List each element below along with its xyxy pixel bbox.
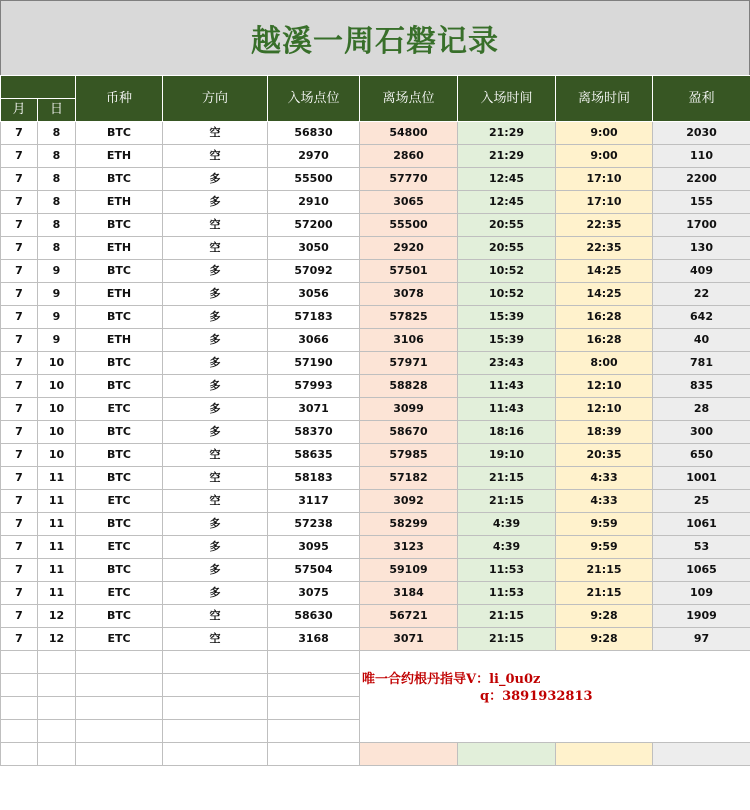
cell-exit-price[interactable]: 57182 bbox=[360, 467, 458, 490]
cell-exit-time[interactable]: 4:33 bbox=[556, 490, 653, 513]
cell-profit[interactable]: 109 bbox=[653, 582, 750, 605]
table-row bbox=[1, 352, 750, 375]
empty-cell[interactable] bbox=[1, 697, 38, 720]
header-entry-time[interactable]: 入场时间 bbox=[458, 76, 556, 122]
trade-table bbox=[0, 75, 750, 766]
cell-exit-time[interactable]: 22:35 bbox=[556, 237, 653, 260]
cell-exit-price[interactable]: 57825 bbox=[360, 306, 458, 329]
header-day[interactable]: 日 bbox=[38, 99, 76, 122]
cell-month[interactable]: 7 bbox=[1, 536, 38, 559]
cell-coin[interactable]: BTC bbox=[76, 260, 163, 283]
cell-entry-time[interactable]: 15:39 bbox=[458, 329, 556, 352]
cell-exit-time[interactable]: 14:25 bbox=[556, 260, 653, 283]
cell-month[interactable]: 7 bbox=[1, 260, 38, 283]
cell-entry-price[interactable]: 57993 bbox=[268, 375, 360, 398]
header-exit-time[interactable]: 离场时间 bbox=[556, 76, 653, 122]
cell-entry-time[interactable]: 21:15 bbox=[458, 490, 556, 513]
header-direction[interactable]: 方向 bbox=[163, 76, 268, 122]
cell-exit-price[interactable]: 3123 bbox=[360, 536, 458, 559]
cell-profit[interactable]: 40 bbox=[653, 329, 750, 352]
cell-exit-price[interactable]: 59109 bbox=[360, 559, 458, 582]
cell-exit-time[interactable]: 16:28 bbox=[556, 306, 653, 329]
table-row bbox=[1, 559, 750, 582]
cell-direction[interactable]: 多 bbox=[163, 421, 268, 444]
cell-direction[interactable]: 空 bbox=[163, 444, 268, 467]
cell-profit[interactable]: 642 bbox=[653, 306, 750, 329]
cell-coin[interactable]: BTC bbox=[76, 467, 163, 490]
table-row bbox=[1, 513, 750, 536]
cell-coin[interactable]: BTC bbox=[76, 513, 163, 536]
cell-entry-time[interactable]: 21:15 bbox=[458, 628, 556, 651]
cell-day[interactable]: 8 bbox=[38, 168, 76, 191]
cell-profit[interactable]: 650 bbox=[653, 444, 750, 467]
cell-month[interactable]: 7 bbox=[1, 490, 38, 513]
empty-cell[interactable] bbox=[653, 743, 750, 766]
table-row bbox=[1, 329, 750, 352]
table-row bbox=[1, 605, 750, 628]
cell-exit-price[interactable]: 3092 bbox=[360, 490, 458, 513]
cell-exit-price[interactable]: 3184 bbox=[360, 582, 458, 605]
table-row bbox=[1, 375, 750, 398]
cell-entry-price[interactable]: 3056 bbox=[268, 283, 360, 306]
cell-day[interactable]: 10 bbox=[38, 398, 76, 421]
cell-day[interactable]: 8 bbox=[38, 237, 76, 260]
cell-month[interactable]: 7 bbox=[1, 444, 38, 467]
cell-entry-price[interactable]: 3117 bbox=[268, 490, 360, 513]
table-row bbox=[1, 283, 750, 306]
cell-entry-time[interactable]: 11:43 bbox=[458, 375, 556, 398]
contact-note bbox=[360, 651, 750, 743]
cell-coin[interactable]: ETH bbox=[76, 191, 163, 214]
cell-day[interactable]: 8 bbox=[38, 145, 76, 168]
empty-cell[interactable] bbox=[163, 720, 268, 743]
cell-month[interactable]: 7 bbox=[1, 329, 38, 352]
cell-profit[interactable]: 781 bbox=[653, 352, 750, 375]
cell-entry-price[interactable]: 3066 bbox=[268, 329, 360, 352]
cell-entry-price[interactable]: 56830 bbox=[268, 122, 360, 145]
empty-cell[interactable] bbox=[38, 697, 76, 720]
empty-cell[interactable] bbox=[163, 651, 268, 674]
cell-exit-time[interactable]: 9:59 bbox=[556, 513, 653, 536]
empty-cell[interactable] bbox=[38, 651, 76, 674]
table-row bbox=[1, 444, 750, 467]
empty-area bbox=[1, 651, 750, 766]
table-row bbox=[1, 467, 750, 490]
cell-day[interactable]: 9 bbox=[38, 260, 76, 283]
cell-exit-time[interactable]: 4:33 bbox=[556, 467, 653, 490]
cell-entry-time[interactable]: 23:43 bbox=[458, 352, 556, 375]
cell-direction[interactable]: 多 bbox=[163, 536, 268, 559]
table-row bbox=[1, 421, 750, 444]
cell-exit-price[interactable]: 57770 bbox=[360, 168, 458, 191]
cell-coin[interactable]: ETH bbox=[76, 329, 163, 352]
cell-entry-price[interactable]: 58635 bbox=[268, 444, 360, 467]
cell-day[interactable]: 11 bbox=[38, 536, 76, 559]
cell-direction[interactable]: 空 bbox=[163, 628, 268, 651]
table-row bbox=[1, 490, 750, 513]
cell-entry-time[interactable]: 21:29 bbox=[458, 122, 556, 145]
cell-profit[interactable]: 300 bbox=[653, 421, 750, 444]
header-entry-price[interactable]: 入场点位 bbox=[268, 76, 360, 122]
cell-coin[interactable]: BTC bbox=[76, 559, 163, 582]
cell-day[interactable]: 10 bbox=[38, 444, 76, 467]
cell-month[interactable]: 7 bbox=[1, 214, 38, 237]
cell-day[interactable]: 9 bbox=[38, 283, 76, 306]
cell-entry-time[interactable]: 12:45 bbox=[458, 168, 556, 191]
cell-profit[interactable]: 409 bbox=[653, 260, 750, 283]
empty-cell[interactable] bbox=[360, 743, 458, 766]
empty-cell[interactable] bbox=[1, 720, 38, 743]
empty-cell[interactable] bbox=[76, 651, 163, 674]
cell-profit[interactable]: 835 bbox=[653, 375, 750, 398]
cell-exit-time[interactable]: 9:28 bbox=[556, 605, 653, 628]
cell-coin[interactable]: BTC bbox=[76, 214, 163, 237]
cell-direction[interactable]: 空 bbox=[163, 467, 268, 490]
cell-direction[interactable]: 多 bbox=[163, 375, 268, 398]
cell-entry-price[interactable]: 57504 bbox=[268, 559, 360, 582]
cell-entry-price[interactable]: 57092 bbox=[268, 260, 360, 283]
cell-direction[interactable]: 多 bbox=[163, 306, 268, 329]
cell-exit-time[interactable]: 9:59 bbox=[556, 536, 653, 559]
cell-direction[interactable]: 空 bbox=[163, 145, 268, 168]
cell-month[interactable]: 7 bbox=[1, 467, 38, 490]
cell-direction[interactable]: 多 bbox=[163, 582, 268, 605]
cell-coin[interactable]: ETH bbox=[76, 237, 163, 260]
cell-entry-price[interactable]: 57238 bbox=[268, 513, 360, 536]
empty-cell[interactable] bbox=[268, 651, 360, 674]
cell-month[interactable]: 7 bbox=[1, 352, 38, 375]
cell-month[interactable]: 7 bbox=[1, 421, 38, 444]
empty-cell[interactable] bbox=[76, 720, 163, 743]
cell-month[interactable]: 7 bbox=[1, 122, 38, 145]
cell-entry-time[interactable]: 4:39 bbox=[458, 536, 556, 559]
cell-coin[interactable]: BTC bbox=[76, 168, 163, 191]
note-line-2: q：3891932813 bbox=[480, 689, 593, 704]
empty-cell[interactable] bbox=[458, 743, 556, 766]
empty-cell[interactable] bbox=[1, 743, 38, 766]
table-row bbox=[1, 582, 750, 605]
cell-month[interactable]: 7 bbox=[1, 191, 38, 214]
cell-entry-time[interactable]: 19:10 bbox=[458, 444, 556, 467]
cell-coin[interactable]: BTC bbox=[76, 306, 163, 329]
cell-profit[interactable]: 1909 bbox=[653, 605, 750, 628]
cell-day[interactable]: 11 bbox=[38, 559, 76, 582]
empty-cell[interactable] bbox=[556, 743, 653, 766]
cell-entry-time[interactable]: 20:55 bbox=[458, 214, 556, 237]
cell-month[interactable]: 7 bbox=[1, 582, 38, 605]
cell-month[interactable]: 7 bbox=[1, 168, 38, 191]
table-row bbox=[1, 260, 750, 283]
cell-entry-time[interactable]: 11:53 bbox=[458, 582, 556, 605]
table-row bbox=[1, 398, 750, 421]
cell-exit-price[interactable]: 3071 bbox=[360, 628, 458, 651]
cell-direction[interactable]: 多 bbox=[163, 260, 268, 283]
table-row bbox=[1, 536, 750, 559]
cell-direction[interactable]: 空 bbox=[163, 214, 268, 237]
cell-direction[interactable]: 多 bbox=[163, 559, 268, 582]
table-row bbox=[1, 145, 750, 168]
cell-exit-price[interactable]: 58670 bbox=[360, 421, 458, 444]
cell-entry-price[interactable]: 57200 bbox=[268, 214, 360, 237]
cell-day[interactable]: 10 bbox=[38, 352, 76, 375]
cell-entry-price[interactable]: 57183 bbox=[268, 306, 360, 329]
cell-direction[interactable]: 空 bbox=[163, 122, 268, 145]
cell-month[interactable]: 7 bbox=[1, 605, 38, 628]
cell-entry-time[interactable]: 4:39 bbox=[458, 513, 556, 536]
cell-entry-time[interactable]: 21:15 bbox=[458, 467, 556, 490]
cell-exit-time[interactable]: 21:15 bbox=[556, 559, 653, 582]
cell-exit-price[interactable]: 3106 bbox=[360, 329, 458, 352]
table-row bbox=[1, 628, 750, 651]
cell-exit-time[interactable]: 18:39 bbox=[556, 421, 653, 444]
cell-profit[interactable]: 110 bbox=[653, 145, 750, 168]
cell-exit-price[interactable]: 3078 bbox=[360, 283, 458, 306]
cell-entry-price[interactable]: 2970 bbox=[268, 145, 360, 168]
cell-profit[interactable]: 22 bbox=[653, 283, 750, 306]
cell-day[interactable]: 8 bbox=[38, 214, 76, 237]
cell-exit-price[interactable]: 2860 bbox=[360, 145, 458, 168]
cell-coin[interactable]: BTC bbox=[76, 421, 163, 444]
sheet-title: 越溪一周石磐记录 bbox=[0, 0, 750, 76]
empty-cell[interactable] bbox=[76, 743, 163, 766]
cell-day[interactable]: 11 bbox=[38, 513, 76, 536]
cell-entry-time[interactable]: 12:45 bbox=[458, 191, 556, 214]
cell-direction[interactable]: 多 bbox=[163, 329, 268, 352]
cell-exit-time[interactable]: 16:28 bbox=[556, 329, 653, 352]
empty-cell[interactable] bbox=[1, 674, 38, 697]
cell-exit-time[interactable]: 21:15 bbox=[556, 582, 653, 605]
empty-cell[interactable] bbox=[268, 720, 360, 743]
cell-profit[interactable]: 28 bbox=[653, 398, 750, 421]
cell-direction[interactable]: 多 bbox=[163, 168, 268, 191]
cell-exit-price[interactable]: 58828 bbox=[360, 375, 458, 398]
cell-day[interactable]: 10 bbox=[38, 375, 76, 398]
cell-month[interactable]: 7 bbox=[1, 398, 38, 421]
empty-cell[interactable] bbox=[38, 720, 76, 743]
cell-profit[interactable]: 155 bbox=[653, 191, 750, 214]
cell-direction[interactable]: 多 bbox=[163, 191, 268, 214]
cell-day[interactable]: 8 bbox=[38, 191, 76, 214]
cell-exit-time[interactable]: 17:10 bbox=[556, 168, 653, 191]
cell-coin[interactable]: ETC bbox=[76, 628, 163, 651]
cell-direction[interactable]: 多 bbox=[163, 398, 268, 421]
empty-cell[interactable] bbox=[38, 674, 76, 697]
cell-exit-time[interactable]: 14:25 bbox=[556, 283, 653, 306]
cell-month[interactable]: 7 bbox=[1, 513, 38, 536]
cell-month[interactable]: 7 bbox=[1, 375, 38, 398]
empty-cell[interactable] bbox=[268, 743, 360, 766]
cell-exit-time[interactable]: 9:00 bbox=[556, 145, 653, 168]
cell-coin[interactable]: ETH bbox=[76, 283, 163, 306]
cell-month[interactable]: 7 bbox=[1, 283, 38, 306]
cell-direction[interactable]: 多 bbox=[163, 283, 268, 306]
header-coin[interactable]: 币种 bbox=[76, 76, 163, 122]
cell-day[interactable]: 10 bbox=[38, 421, 76, 444]
cell-profit[interactable]: 1700 bbox=[653, 214, 750, 237]
header-profit[interactable]: 盈利 bbox=[653, 76, 750, 122]
cell-exit-time[interactable]: 22:35 bbox=[556, 214, 653, 237]
cell-profit[interactable]: 53 bbox=[653, 536, 750, 559]
header-month[interactable]: 月 bbox=[1, 99, 38, 122]
cell-entry-price[interactable]: 3095 bbox=[268, 536, 360, 559]
cell-exit-time[interactable]: 12:10 bbox=[556, 398, 653, 421]
cell-day[interactable]: 11 bbox=[38, 490, 76, 513]
cell-coin[interactable]: BTC bbox=[76, 375, 163, 398]
empty-cell[interactable] bbox=[76, 697, 163, 720]
cell-coin[interactable]: ETC bbox=[76, 536, 163, 559]
cell-month[interactable]: 7 bbox=[1, 306, 38, 329]
empty-cell[interactable] bbox=[163, 697, 268, 720]
cell-day[interactable]: 8 bbox=[38, 122, 76, 145]
cell-day[interactable]: 11 bbox=[38, 467, 76, 490]
cell-exit-price[interactable]: 3065 bbox=[360, 191, 458, 214]
table-row bbox=[1, 306, 750, 329]
cell-exit-price[interactable]: 57501 bbox=[360, 260, 458, 283]
empty-cell[interactable] bbox=[76, 674, 163, 697]
cell-day[interactable]: 9 bbox=[38, 306, 76, 329]
header-exit-price[interactable]: 离场点位 bbox=[360, 76, 458, 122]
cell-direction[interactable]: 多 bbox=[163, 352, 268, 375]
cell-direction[interactable]: 多 bbox=[163, 513, 268, 536]
cell-entry-price[interactable]: 3168 bbox=[268, 628, 360, 651]
table-row bbox=[1, 237, 750, 260]
cell-exit-time[interactable]: 12:10 bbox=[556, 375, 653, 398]
cell-direction[interactable]: 空 bbox=[163, 605, 268, 628]
cell-direction[interactable]: 空 bbox=[163, 237, 268, 260]
table-row bbox=[1, 168, 750, 191]
cell-profit[interactable]: 25 bbox=[653, 490, 750, 513]
cell-entry-time[interactable]: 11:43 bbox=[458, 398, 556, 421]
cell-entry-time[interactable]: 10:52 bbox=[458, 260, 556, 283]
cell-profit[interactable]: 1001 bbox=[653, 467, 750, 490]
cell-profit[interactable]: 97 bbox=[653, 628, 750, 651]
cell-exit-price[interactable]: 54800 bbox=[360, 122, 458, 145]
cell-month[interactable]: 7 bbox=[1, 559, 38, 582]
cell-entry-price[interactable]: 58183 bbox=[268, 467, 360, 490]
cell-coin[interactable]: ETC bbox=[76, 398, 163, 421]
cell-exit-time[interactable]: 20:35 bbox=[556, 444, 653, 467]
cell-coin[interactable]: ETC bbox=[76, 582, 163, 605]
cell-entry-time[interactable]: 10:52 bbox=[458, 283, 556, 306]
cell-profit[interactable]: 2200 bbox=[653, 168, 750, 191]
cell-exit-price[interactable]: 55500 bbox=[360, 214, 458, 237]
cell-entry-price[interactable]: 2910 bbox=[268, 191, 360, 214]
cell-entry-time[interactable]: 18:16 bbox=[458, 421, 556, 444]
empty-cell[interactable] bbox=[163, 674, 268, 697]
cell-exit-time[interactable]: 8:00 bbox=[556, 352, 653, 375]
cell-profit[interactable]: 1065 bbox=[653, 559, 750, 582]
table-row bbox=[1, 214, 750, 237]
empty-cell[interactable] bbox=[38, 743, 76, 766]
cell-coin[interactable]: BTC bbox=[76, 122, 163, 145]
cell-entry-time[interactable]: 15:39 bbox=[458, 306, 556, 329]
cell-day[interactable]: 9 bbox=[38, 329, 76, 352]
cell-entry-price[interactable]: 3050 bbox=[268, 237, 360, 260]
cell-month[interactable]: 7 bbox=[1, 145, 38, 168]
table-row bbox=[1, 122, 750, 145]
table-row bbox=[1, 191, 750, 214]
empty-cell[interactable] bbox=[268, 697, 360, 720]
empty-cell[interactable] bbox=[268, 674, 360, 697]
cell-day[interactable]: 12 bbox=[38, 605, 76, 628]
cell-entry-time[interactable]: 20:55 bbox=[458, 237, 556, 260]
cell-exit-time[interactable]: 9:00 bbox=[556, 122, 653, 145]
cell-coin[interactable]: ETH bbox=[76, 145, 163, 168]
cell-exit-price[interactable]: 56721 bbox=[360, 605, 458, 628]
cell-exit-price[interactable]: 57985 bbox=[360, 444, 458, 467]
cell-coin[interactable]: ETC bbox=[76, 490, 163, 513]
cell-entry-price[interactable]: 58630 bbox=[268, 605, 360, 628]
empty-cell[interactable] bbox=[1, 651, 38, 674]
cell-exit-price[interactable]: 3099 bbox=[360, 398, 458, 421]
header-blank bbox=[1, 76, 76, 99]
cell-entry-time[interactable]: 21:15 bbox=[458, 605, 556, 628]
cell-direction[interactable]: 空 bbox=[163, 490, 268, 513]
cell-exit-time[interactable]: 17:10 bbox=[556, 191, 653, 214]
cell-entry-time[interactable]: 11:53 bbox=[458, 559, 556, 582]
cell-exit-price[interactable]: 57971 bbox=[360, 352, 458, 375]
cell-exit-price[interactable]: 58299 bbox=[360, 513, 458, 536]
cell-profit[interactable]: 2030 bbox=[653, 122, 750, 145]
cell-profit[interactable]: 130 bbox=[653, 237, 750, 260]
cell-exit-price[interactable]: 2920 bbox=[360, 237, 458, 260]
cell-day[interactable]: 12 bbox=[38, 628, 76, 651]
cell-coin[interactable]: BTC bbox=[76, 605, 163, 628]
cell-coin[interactable]: BTC bbox=[76, 444, 163, 467]
empty-cell[interactable] bbox=[163, 743, 268, 766]
cell-entry-price[interactable]: 3071 bbox=[268, 398, 360, 421]
cell-entry-time[interactable]: 21:29 bbox=[458, 145, 556, 168]
table-body bbox=[1, 122, 750, 651]
cell-month[interactable]: 7 bbox=[1, 237, 38, 260]
cell-exit-time[interactable]: 9:28 bbox=[556, 628, 653, 651]
cell-day[interactable]: 11 bbox=[38, 582, 76, 605]
cell-entry-price[interactable]: 3075 bbox=[268, 582, 360, 605]
cell-coin[interactable]: BTC bbox=[76, 352, 163, 375]
cell-month[interactable]: 7 bbox=[1, 628, 38, 651]
cell-entry-price[interactable]: 55500 bbox=[268, 168, 360, 191]
note-line-1: 唯一合约根丹指导V：li_0u0z bbox=[362, 672, 541, 687]
cell-profit[interactable]: 1061 bbox=[653, 513, 750, 536]
cell-entry-price[interactable]: 58370 bbox=[268, 421, 360, 444]
cell-entry-price[interactable]: 57190 bbox=[268, 352, 360, 375]
